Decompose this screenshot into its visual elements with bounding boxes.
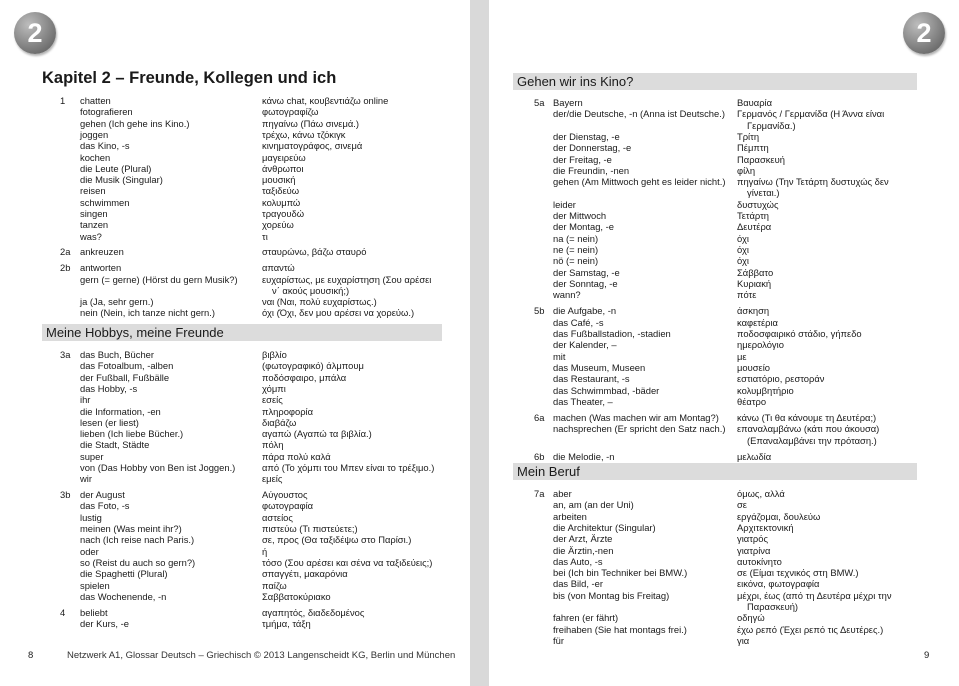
greek-translation-text: θέατρο <box>737 395 767 407</box>
section-heading-kino: Gehen wir ins Kino? <box>513 73 917 90</box>
greek-translation <box>262 534 462 545</box>
german-term: für <box>553 634 564 646</box>
greek-translation-text: Γερμανός / Γερμανίδα (Η Άννα είναι <box>737 108 885 120</box>
german-term: der Dienstag, -e <box>553 130 620 142</box>
greek-translation-text: πηγαίνω (Πάω σινεμά.) <box>262 117 360 129</box>
german-term: der/die Deutsche, -n (Anna ist Deutsche.) <box>553 108 725 120</box>
greek-translation <box>737 221 927 232</box>
exercise-number: 1 <box>60 95 66 106</box>
greek-translation <box>737 451 927 462</box>
page-title: Kapitel 2 – Freunde, Kollegen und ich <box>42 69 337 87</box>
greek-translation-text: τμήμα, τάξη <box>262 617 311 629</box>
greek-translation <box>262 489 462 500</box>
german-term: mit <box>553 350 566 362</box>
german-term: Bayern <box>553 97 583 108</box>
greek-translation <box>262 129 462 140</box>
german-term: das Fußballstadion, -stadien <box>553 328 671 339</box>
greek-translation-continued: Παρασκευή) <box>747 600 799 612</box>
german-term: gern (= gerne) (Hörst du gern Musik?) <box>80 273 238 285</box>
greek-translation-text: (φωτογραφικό) άλμπουμ <box>262 360 364 372</box>
greek-translation-text: γιατρίνα <box>737 544 771 556</box>
greek-translation-text: Κυριακή <box>737 277 772 289</box>
greek-translation <box>262 106 462 117</box>
greek-translation-text: ευχαρίστως, με ευχαρίστηση (Σου αρέσει <box>262 273 432 285</box>
german-term: die Architektur (Singular) <box>553 521 656 533</box>
greek-translation-text: κινηματογράφος, σινεμά <box>262 140 363 152</box>
german-term: der Samstag, -e <box>553 266 620 278</box>
greek-translation <box>262 546 462 557</box>
greek-translation-text: βιβλίο <box>262 349 287 360</box>
greek-translation <box>737 396 927 407</box>
german-term: fahren (er fährt) <box>553 612 619 624</box>
section-heading-hobbys: Meine Hobbys, meine Freunde <box>42 324 442 341</box>
german-term: leider <box>553 198 576 210</box>
german-term: der Donnerstag, -e <box>553 142 632 154</box>
german-term: spielen <box>80 579 110 591</box>
greek-translation-text: επαναλαμβάνω (κάτι που άκουσα) <box>737 423 880 435</box>
greek-translation <box>262 568 462 579</box>
greek-translation <box>262 274 462 297</box>
greek-translation-text: μαγειρεύω <box>262 151 306 163</box>
exercise-number: 5b <box>534 305 545 317</box>
german-term: lieben (Ich liebe Bücher.) <box>80 428 184 440</box>
greek-translation <box>737 499 927 510</box>
german-term: das Hobby, -s <box>80 382 138 394</box>
exercise-number: 6a <box>534 412 545 424</box>
greek-translation-text: γιατρός <box>737 533 768 545</box>
greek-translation <box>262 152 462 163</box>
greek-translation-text: κολυμπώ <box>262 196 301 208</box>
german-term: die Freundin, -nen <box>553 164 630 176</box>
right-page <box>489 0 959 686</box>
chapter-number-badge: 2 <box>903 12 945 54</box>
german-term: lustig <box>80 511 102 523</box>
greek-translation-text: εικόνα, φωτογραφία <box>737 578 820 590</box>
greek-translation-text: σε (Είμαι τεχνικός στη BMW.) <box>737 567 859 579</box>
german-term: ankreuzen <box>80 246 124 258</box>
greek-translation-text: όχι <box>737 232 749 244</box>
greek-translation-text: πληροφορία <box>262 405 314 417</box>
greek-translation-text: Σάββατο <box>737 266 774 278</box>
greek-translation-text: κάνω (Τι θα κάνουμε τη Δευτέρα;) <box>737 412 877 424</box>
german-term: der August <box>80 489 125 501</box>
greek-translation-text: απαντώ <box>262 262 295 274</box>
german-term: der Kurs, -e <box>80 617 129 629</box>
greek-translation-text: ποδόσφαιρο, μπάλα <box>262 371 347 383</box>
greek-translation-text: πάρα πολύ καλά <box>262 450 331 462</box>
greek-translation <box>262 607 462 618</box>
greek-translation <box>262 185 462 196</box>
greek-translation-text: Πέμπτη <box>737 142 769 154</box>
greek-translation-continued: γίνεται.) <box>747 187 780 199</box>
greek-translation <box>262 231 462 242</box>
greek-translation-text: μουσική <box>262 174 296 186</box>
greek-translation-text: διαβάζω <box>262 416 297 428</box>
greek-translation-text: για <box>737 634 750 646</box>
greek-translation <box>737 97 927 108</box>
greek-translation-text: όμως, αλλά <box>737 488 785 499</box>
greek-translation <box>262 360 462 371</box>
german-term: der Mittwoch <box>553 210 607 221</box>
greek-translation-text: καφετέρια <box>737 316 778 328</box>
greek-translation-text: εστιατόριο, ρεστοράν <box>737 373 825 385</box>
german-term: ne (= nein) <box>553 243 599 255</box>
greek-translation <box>262 174 462 185</box>
greek-translation <box>737 373 927 384</box>
greek-translation-text: παίζω <box>262 579 287 591</box>
greek-translation <box>737 362 927 373</box>
greek-translation-text: αυτοκίνητο <box>737 555 782 567</box>
german-term: das Kino, -s <box>80 140 130 152</box>
greek-translation-text: πιστεύω (Τι πιστεύετε;) <box>262 523 358 534</box>
german-term: na (= nein) <box>553 232 599 244</box>
greek-translation <box>737 210 927 221</box>
greek-translation <box>262 473 462 484</box>
greek-translation-text: φίλη <box>737 164 756 176</box>
german-term: ihr <box>80 394 91 406</box>
greek-translation <box>262 219 462 230</box>
greek-translation <box>262 208 462 219</box>
section-heading-beruf: Mein Beruf <box>513 463 917 480</box>
greek-translation <box>262 394 462 405</box>
greek-translation-text: σπαγγέτι, μακαρόνια <box>262 568 348 580</box>
german-term: super <box>80 450 104 462</box>
greek-translation <box>737 108 927 131</box>
german-term: ja (Ja, sehr gern.) <box>80 296 154 308</box>
german-term: die Aufgabe, -n <box>553 305 617 317</box>
german-term: der Freitag, -e <box>553 153 612 165</box>
page-number: 8 <box>28 650 34 661</box>
greek-translation-text: Αρχιτεκτονική <box>737 521 794 533</box>
greek-translation-text: χορεύω <box>262 219 294 231</box>
greek-translation-text: τι <box>262 230 268 242</box>
german-term: die Ärztin,-nen <box>553 544 614 556</box>
greek-translation <box>737 612 927 623</box>
greek-translation <box>262 372 462 383</box>
greek-translation <box>737 199 927 210</box>
german-term: meinen (Was meint ihr?) <box>80 523 182 534</box>
greek-translation <box>262 307 462 318</box>
german-term: das Museum, Museen <box>553 361 646 373</box>
greek-translation-text: χόμπι <box>262 382 286 394</box>
greek-translation-text: σε, προς (Θα ταξιδέψω στο Παρίσι.) <box>262 534 412 546</box>
german-term: machen (Was machen wir am Montag?) <box>553 412 719 424</box>
greek-translation <box>737 590 927 613</box>
german-term: nein (Nein, ich tanze nicht gern.) <box>80 307 215 319</box>
german-term: singen <box>80 208 108 219</box>
greek-translation <box>737 412 927 423</box>
greek-translation <box>737 328 927 339</box>
greek-translation-text: εμείς <box>262 473 283 485</box>
german-term: das Foto, -s <box>80 500 130 512</box>
greek-translation-text: δυστυχώς <box>737 198 779 210</box>
greek-translation-text: Βαυαρία <box>737 97 773 108</box>
greek-translation-text: οδηγώ <box>737 612 765 624</box>
german-term: nachsprechen (Er spricht den Satz nach.) <box>553 423 726 435</box>
exercise-number: 3b <box>60 489 71 501</box>
greek-translation-text: πόλη <box>262 439 284 451</box>
greek-translation <box>737 533 927 544</box>
exercise-number: 2a <box>60 246 71 258</box>
greek-translation <box>737 545 927 556</box>
german-term: die Melodie, -n <box>553 451 615 462</box>
greek-translation <box>737 522 927 533</box>
greek-translation <box>262 557 462 568</box>
greek-translation <box>737 511 927 522</box>
greek-translation <box>737 267 927 278</box>
chapter-number-badge: 2 <box>14 12 56 54</box>
german-term: was? <box>80 230 102 242</box>
greek-translation-text: πηγαίνω (Την Τετάρτη δυστυχώς δεν <box>737 176 889 188</box>
greek-translation <box>262 451 462 462</box>
greek-translation-continued: ν΄ ακούς μουσική;) <box>272 284 350 296</box>
exercise-number: 3a <box>60 349 71 360</box>
greek-translation <box>737 176 927 199</box>
exercise-number: 5a <box>534 97 545 108</box>
german-term: wir <box>80 473 92 485</box>
page-number: 9 <box>924 650 930 661</box>
greek-translation-text: Παρασκευή <box>737 153 785 165</box>
greek-translation <box>262 500 462 511</box>
german-term: das Café, -s <box>553 316 604 328</box>
german-term: beliebt <box>80 606 108 618</box>
german-term: der Fußball, Fußbälle <box>80 371 170 383</box>
greek-translation-text: ημερολόγιο <box>737 339 784 351</box>
german-term: an, am (an der Uni) <box>553 499 634 511</box>
german-term: so (Reist du auch so gern?) <box>80 556 196 568</box>
german-term: gehen (Ich gehe ins Kino.) <box>80 117 190 129</box>
greek-translation-text: Σαββατοκύριακο <box>262 590 331 602</box>
greek-translation <box>737 423 927 446</box>
german-term: tanzen <box>80 219 109 231</box>
german-term: joggen <box>80 128 109 140</box>
greek-translation <box>737 154 927 165</box>
exercise-number: 6b <box>534 451 545 462</box>
greek-translation <box>737 339 927 350</box>
greek-translation-text: μουσείο <box>737 361 771 373</box>
greek-translation-text: με <box>737 350 747 362</box>
greek-translation <box>737 233 927 244</box>
german-term: das Wochenende, -n <box>80 590 167 602</box>
greek-translation <box>262 618 462 629</box>
greek-translation <box>262 349 462 360</box>
greek-translation <box>737 289 927 300</box>
greek-translation <box>262 197 462 208</box>
german-term: von (Das Hobby von Ben ist Joggen.) <box>80 462 236 473</box>
greek-translation <box>737 556 927 567</box>
greek-translation <box>737 165 927 176</box>
greek-translation-text: ή <box>262 545 268 557</box>
greek-translation-text: άσκηση <box>737 305 770 317</box>
greek-translation <box>262 406 462 417</box>
german-term: reisen <box>80 185 106 197</box>
greek-translation-text: Αύγουστος <box>262 489 308 501</box>
greek-translation-text: έχω ρεπό (Έχει ρεπό τις Δευτέρες.) <box>737 623 884 635</box>
greek-translation-text: Τετάρτη <box>737 210 769 221</box>
german-term: die Spaghetti (Plural) <box>80 568 168 580</box>
german-term: der Kalender, – <box>553 339 617 351</box>
german-term: freihaben (Sie hat montags frei.) <box>553 623 687 635</box>
german-term: die Stadt, Städte <box>80 439 150 451</box>
greek-translation <box>737 488 927 499</box>
greek-translation-text: φωτογραφία <box>262 500 314 512</box>
greek-translation <box>262 523 462 534</box>
greek-translation-text: σταυρώνω, βάζω σταυρό <box>262 246 367 258</box>
greek-translation-text: εργάζομαι, δουλεύω <box>737 510 821 522</box>
greek-translation <box>262 163 462 174</box>
german-term: bei (Ich bin Techniker bei BMW.) <box>553 567 688 579</box>
greek-translation-text: Δευτέρα <box>737 221 772 233</box>
greek-translation-text: εσείς <box>262 394 283 406</box>
greek-translation <box>262 428 462 439</box>
greek-translation <box>262 246 462 257</box>
greek-translation-text: ποδοσφαιρικό στάδιο, γήπεδο <box>737 328 862 339</box>
greek-translation-text: αγαπητός, διαδεδομένος <box>262 606 365 618</box>
german-term: gehen (Am Mittwoch geht es leider nicht.) <box>553 176 726 188</box>
page-gutter <box>470 0 489 686</box>
german-term: lesen (er liest) <box>80 416 139 428</box>
greek-translation <box>737 624 927 635</box>
german-term: arbeiten <box>553 510 587 522</box>
greek-translation-text: από (Το χόμπι του Μπεν είναι το τρέξιμο.) <box>262 462 435 473</box>
greek-translation-text: άνθρωποι <box>262 162 304 174</box>
german-term: oder <box>80 545 99 557</box>
greek-translation <box>737 131 927 142</box>
exercise-number: 2b <box>60 262 71 274</box>
greek-translation <box>262 417 462 428</box>
german-term: nach (Ich reise nach Paris.) <box>80 534 195 546</box>
greek-translation <box>262 262 462 273</box>
greek-translation-text: τραγουδώ <box>262 208 305 219</box>
german-term: fotografieren <box>80 106 133 118</box>
greek-translation-text: πότε <box>737 289 757 301</box>
german-term: wann? <box>553 289 581 301</box>
german-term: der Montag, -e <box>553 221 614 233</box>
greek-translation-text: κάνω chat, κουβεντιάζω online <box>262 95 389 106</box>
german-term: das Bild, -er <box>553 578 604 590</box>
greek-translation <box>262 296 462 307</box>
german-term: bis (von Montag bis Freitag) <box>553 589 670 601</box>
german-term: schwimmen <box>80 196 130 208</box>
german-term: das Fotoalbum, -alben <box>80 360 174 372</box>
german-term: die Information, -en <box>80 405 161 417</box>
left-page <box>0 0 470 686</box>
greek-translation-text: φωτογραφίζω <box>262 106 319 118</box>
greek-translation-text: ναι (Ναι, πολύ ευχαρίστως.) <box>262 296 377 308</box>
german-term: antworten <box>80 262 122 274</box>
greek-translation-text: αστείος <box>262 511 293 523</box>
greek-translation <box>737 351 927 362</box>
german-term: der Sonntag, -e <box>553 277 618 289</box>
german-term: das Theater, – <box>553 395 613 407</box>
german-term: das Auto, -s <box>553 555 603 567</box>
exercise-number: 4 <box>60 606 66 618</box>
german-term: kochen <box>80 151 111 163</box>
german-term: chatten <box>80 95 111 106</box>
german-term: die Leute (Plural) <box>80 162 152 174</box>
greek-translation <box>262 439 462 450</box>
exercise-number: 7a <box>534 488 545 499</box>
greek-translation <box>737 244 927 255</box>
greek-translation <box>262 383 462 394</box>
greek-translation-text: όχι (Όχι, δεν μου αρέσει να χορεύω.) <box>262 307 415 319</box>
greek-translation <box>262 462 462 473</box>
greek-translation-text: ταξιδεύω <box>262 185 300 197</box>
greek-translation-continued: (Επαναλαμβάνει την πρόταση.) <box>747 434 877 446</box>
german-term: die Musik (Singular) <box>80 174 163 186</box>
greek-translation <box>262 591 462 602</box>
greek-translation-text: μέχρι, έως (από τη Δευτέρα μέχρι την <box>737 589 892 601</box>
german-term: nö (= nein) <box>553 255 599 267</box>
german-term: aber <box>553 488 572 499</box>
footer-copyright: Netzwerk A1, Glossar Deutsch – Griechisch © 2013 Langenscheidt KG, Berlin und München <box>67 650 456 661</box>
greek-translation-text: όχι <box>737 243 749 255</box>
greek-translation <box>737 142 927 153</box>
german-term: der Arzt, Ärzte <box>553 533 613 545</box>
greek-translation <box>737 567 927 578</box>
greek-translation <box>737 305 927 316</box>
greek-translation-text: τρέχω, κάνω τζόκιγκ <box>262 128 346 140</box>
greek-translation-text: αγαπώ (Αγαπώ τα βιβλία.) <box>262 428 372 440</box>
greek-translation <box>262 95 462 106</box>
greek-translation <box>737 317 927 328</box>
greek-translation-text: όχι <box>737 255 749 267</box>
greek-translation <box>737 578 927 589</box>
german-term: das Schwimmbad, -bäder <box>553 384 660 396</box>
german-term: das Restaurant, -s <box>553 373 630 385</box>
greek-translation <box>737 635 927 646</box>
greek-translation-text: σε <box>737 499 747 511</box>
greek-translation-continued: Γερμανίδα.) <box>747 119 796 131</box>
greek-translation <box>262 118 462 129</box>
greek-translation-text: κολυμβητήριο <box>737 384 794 396</box>
greek-translation <box>737 278 927 289</box>
greek-translation <box>737 255 927 266</box>
greek-translation <box>262 512 462 523</box>
german-term: das Buch, Bücher <box>80 349 155 360</box>
greek-translation-text: Τρίτη <box>737 130 760 142</box>
greek-translation-text: τόσο (Σου αρέσει και σένα να ταξιδεύεις;) <box>262 556 433 568</box>
greek-translation <box>262 580 462 591</box>
greek-translation <box>737 385 927 396</box>
greek-translation <box>262 140 462 151</box>
greek-translation-text: μελωδία <box>737 451 772 462</box>
